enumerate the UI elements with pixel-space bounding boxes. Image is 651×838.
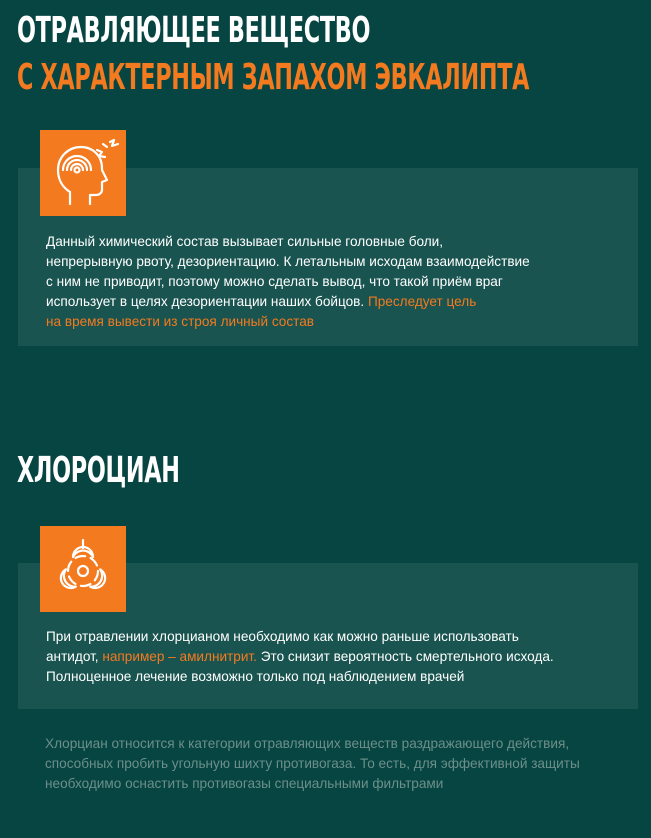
head-headache-icon <box>40 130 126 216</box>
text-line: Полноценное лечение возможно только под наблюдением врачей <box>46 669 465 684</box>
text-line: антидот, <box>46 649 99 664</box>
text-line: Это снизит вероятность смертельного исхода. <box>260 649 554 664</box>
section2-title: ХЛОРОЦИАН <box>17 450 180 491</box>
section1-title-line1: ОТРАВЛЯЮЩЕЕ ВЕЩЕСТВО <box>17 10 371 51</box>
section1-title-line2: С ХАРАКТЕРНЫМ ЗАПАХОМ ЭВКАЛИПТА <box>17 57 530 98</box>
footer-note <box>45 734 625 794</box>
text-line: с ним не приводит, поэтому можно сделать вывод, что такой приём враг <box>46 274 503 289</box>
note-line: способных пробить угольную шихту противогаза. То есть, для эффективной защиты <box>45 756 580 771</box>
text-line: непрерывную рвоту, дезориентацию. К летальным исходам взаимодействие <box>46 254 530 269</box>
text-line: При отравлении хлорцианом необходимо как можно раньше использовать <box>46 629 519 644</box>
highlight-text: Преследует цель <box>367 294 477 309</box>
text-line: Данный химический состав вызывает сильные головные боли, <box>46 234 444 249</box>
note-line: Хлорциан относится к категории отравляющих веществ раздражающего действия, <box>45 736 570 751</box>
biohazard-icon <box>40 526 126 612</box>
text-line: использует в целях дезориентации наших бойцов. <box>46 294 365 309</box>
highlight-text: например – амилнитрит. <box>102 649 257 664</box>
highlight-text: на время вывести из строя личный состав <box>46 314 314 329</box>
note-line: необходимо оснастить противогазы специальными фильтрами <box>45 776 444 791</box>
info-card-chlorocyan-text <box>46 627 636 687</box>
info-card-eucalyptus-text <box>46 232 636 332</box>
